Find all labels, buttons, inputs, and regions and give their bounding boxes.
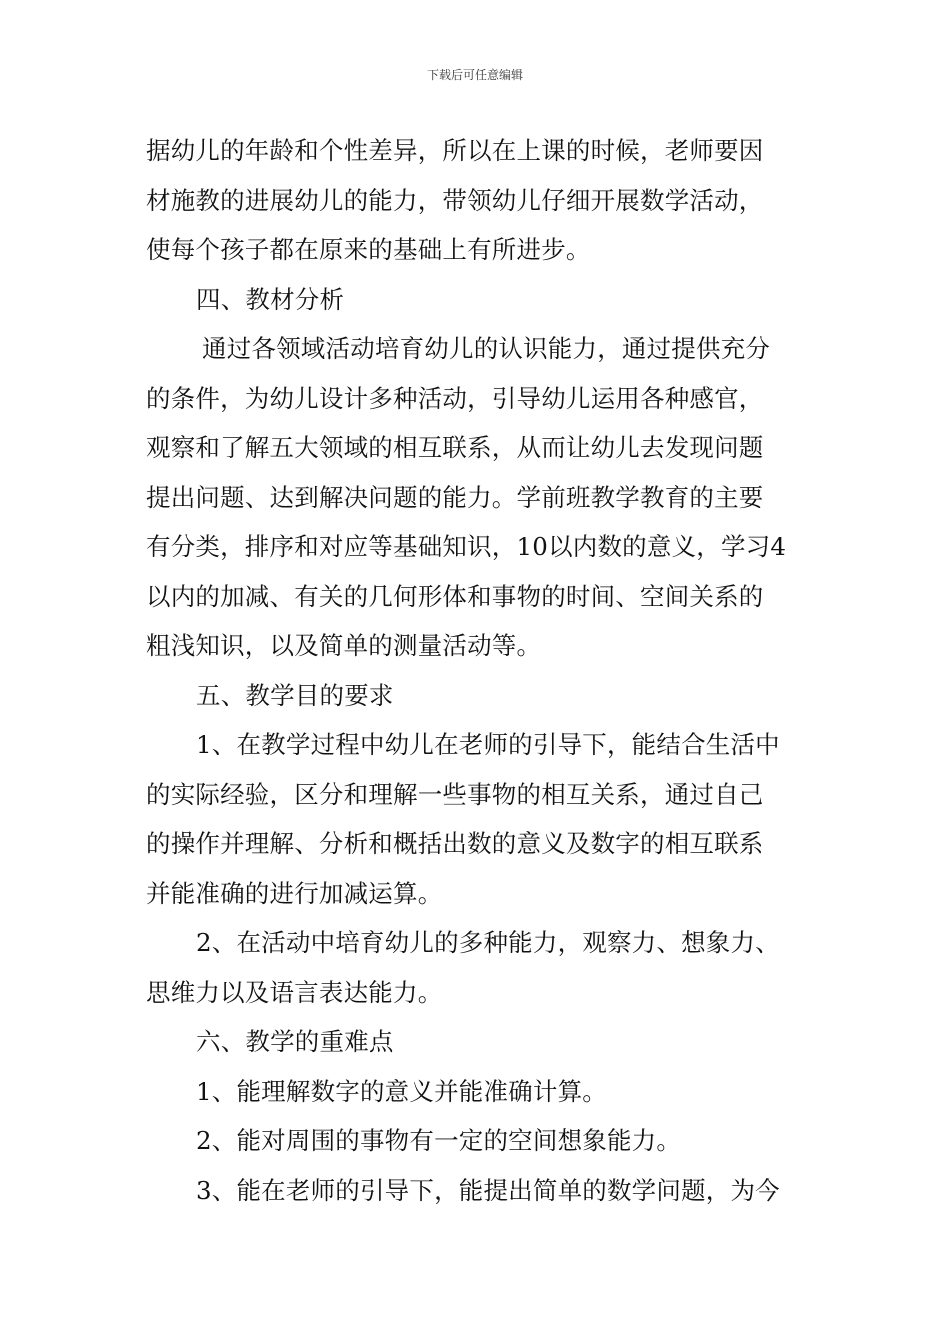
document-body (146, 126, 811, 1215)
text-line: 的条件，为幼儿设计多种活动，引导幼儿运用各种感官， (146, 383, 764, 413)
text-line: 思维力以及语言表达能力。 (146, 977, 443, 1007)
text-line: 据幼儿的年龄和个性差异，所以在上课的时候，老师要因 (146, 136, 764, 165)
text-line: 有分类，排序和对应等基础知识，10以内数的意义，学习4 (146, 532, 787, 561)
text-line: 以内的加减、有关的几何形体和事物的时间、空间关系的 (146, 581, 764, 611)
text-line: 3、能在老师的引导下，能提出简单的数学问题，为今 (196, 1175, 780, 1205)
text-line: 2、能对周围的事物有一定的空间想象能力。 (196, 1126, 682, 1155)
section-heading: 六、教学的重难点 (196, 1027, 394, 1056)
text-line: 1、能理解数字的意义并能准确计算。 (196, 1076, 607, 1106)
section-heading: 五、教学目的要求 (196, 680, 394, 710)
text-line: 使每个孩子都在原来的基础上有所进步。 (146, 235, 591, 264)
text-line: 提出问题、达到解决问题的能力。学前班教学教育的主要 (146, 482, 764, 512)
page-header: 下载后可任意编辑 (426, 68, 523, 82)
text-line: 通过各领域活动培育幼儿的认识能力，通过提供充分 (202, 334, 771, 363)
text-line: 1、在教学过程中幼儿在老师的引导下，能结合生活中 (196, 730, 780, 759)
section-heading: 四、教材分析 (196, 284, 345, 314)
text-line: 的操作并理解、分析和概括出数的意义及数字的相互联系 (146, 829, 764, 858)
text-line: 的实际经验，区分和理解一些事物的相互关系，通过自己 (146, 779, 764, 809)
text-line: 并能准确的进行加减运算。 (146, 878, 443, 908)
text-line: 2、在活动中培育幼儿的多种能力，观察力、想象力、 (196, 928, 780, 957)
text-line: 材施教的进展幼儿的能力，带领幼儿仔细开展数学活动， (146, 185, 764, 215)
text-line: 观察和了解五大领域的相互联系，从而让幼儿去发现问题 (146, 433, 764, 462)
text-line: 粗浅知识，以及简单的测量活动等。 (146, 631, 542, 660)
